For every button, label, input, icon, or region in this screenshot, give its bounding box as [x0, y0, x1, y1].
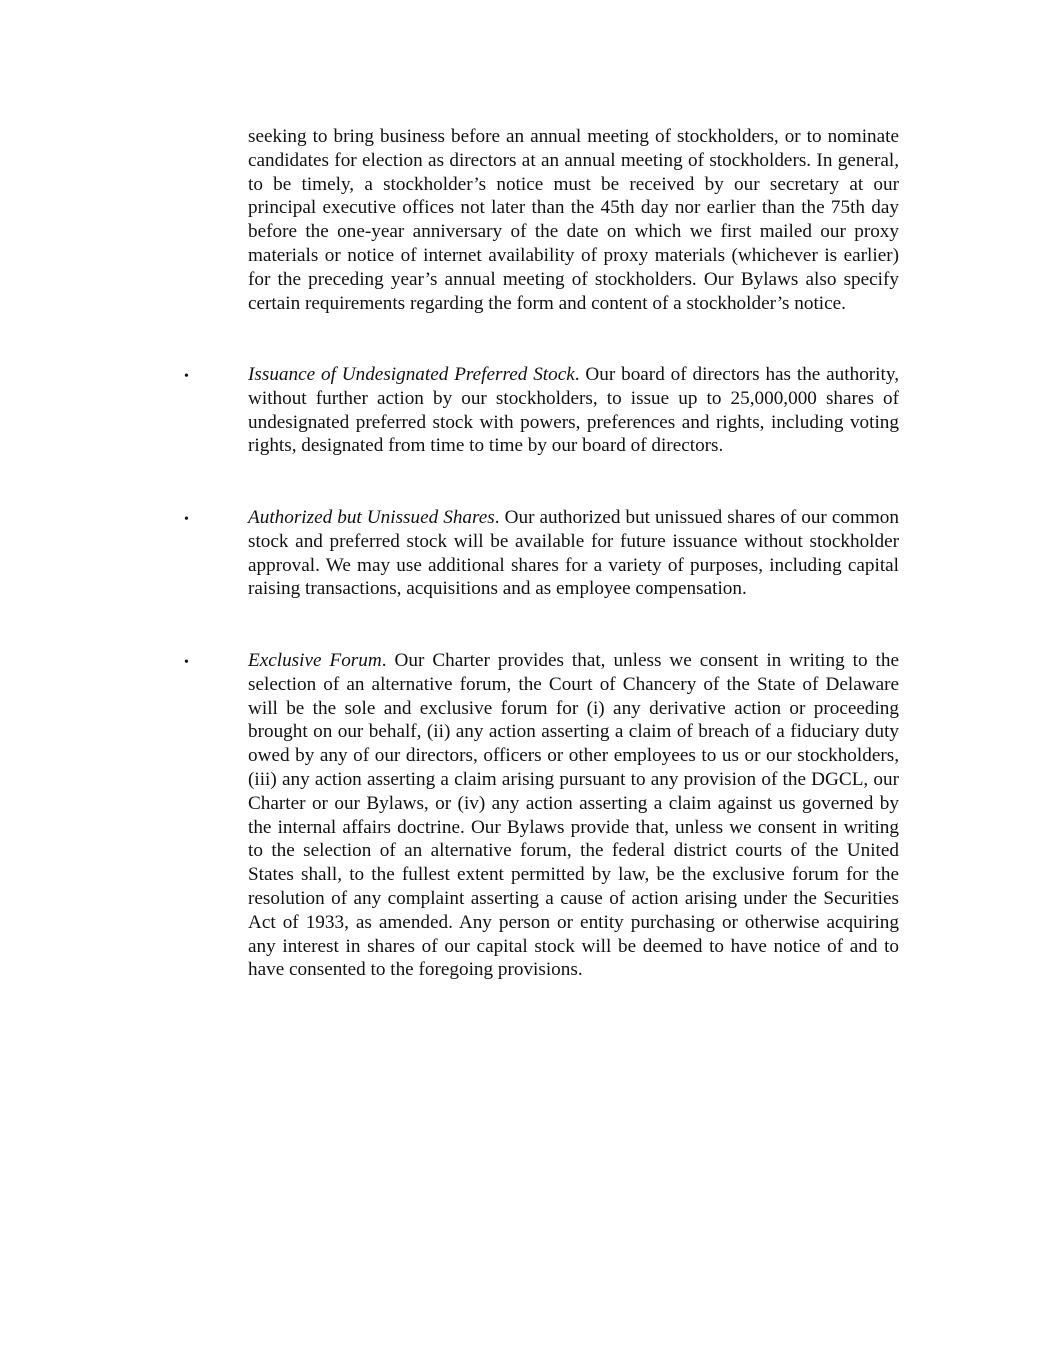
list-item — [248, 649, 899, 982]
list-item-heading: Issuance of Undesignated Preferred Stock — [248, 364, 575, 385]
list-item-text: . Our Charter provides that, unless we consent in writing to the selection of an alternative forum, the Court of Chancery of the State of Delaware will be the sole and exclusive forum for (i) any derivative action or proceeding brought on our behalf, (ii) any action asserting a claim of breach of a fiduciary duty owed by any of our directors, officers or other employees to us or our stockholders, (iii) any action asserting a claim arising pursuant to any provision of the DGCL, our Charter or our Bylaws, or (iv) any action asserting a claim against us governed by the internal affairs doctrine. Our Bylaws provide that, unless we consent in writing to the selection of an alternative forum, the federal district courts of the United States shall, to the fullest extent permitted by law, be the exclusive forum for the resolution of any complaint asserting a cause of action arising under the Securities Act of 1933, as amended. Any person or entity purchasing or otherwise acquiring any interest in shares of our capital stock will be deemed to have notice of and to have consented to the foregoing provisions. — [248, 650, 899, 981]
list-item — [248, 506, 899, 601]
bullet-icon: • — [184, 512, 189, 527]
bullet-icon: • — [184, 655, 189, 670]
list-item — [248, 363, 899, 458]
list-item-heading: Authorized but Unissued Shares — [248, 507, 495, 528]
list-item-text: . Our authorized but unissued shares of our common stock and preferred stock will be available for future issuance without stockholder approval. We may use additional shares for a variety of purposes, including capital raising transactions, acquisitions and as employee compensation. — [248, 507, 899, 600]
list-item-text: . Our board of directors has the authority, without further action by our stockholders, to issue up to 25,000,000 shares of undesignated preferred stock with powers, preferences and rights, including voting rights, designated from time to time by our board of directors. — [248, 364, 899, 457]
bullet-icon: • — [184, 369, 189, 384]
intro-paragraph: seeking to bring business before an annual meeting of stockholders, or to nominate candidates for election as directors at an annual meeting of stockholders. In general, to be timely, a stockholder’s notice must be received by our secretary at our principal executive offices not later than the 45th day nor earlier than the 75th day before the one-year anniversary of the date on which we first mailed our proxy materials or notice of internet availability of proxy materials (whichever is earlier) for the preceding year’s annual meeting of stockholders. Our Bylaws also specify certain requirements regarding the form and content of a stockholder’s notice. — [248, 126, 899, 314]
list-item-heading: Exclusive Forum — [248, 650, 382, 671]
